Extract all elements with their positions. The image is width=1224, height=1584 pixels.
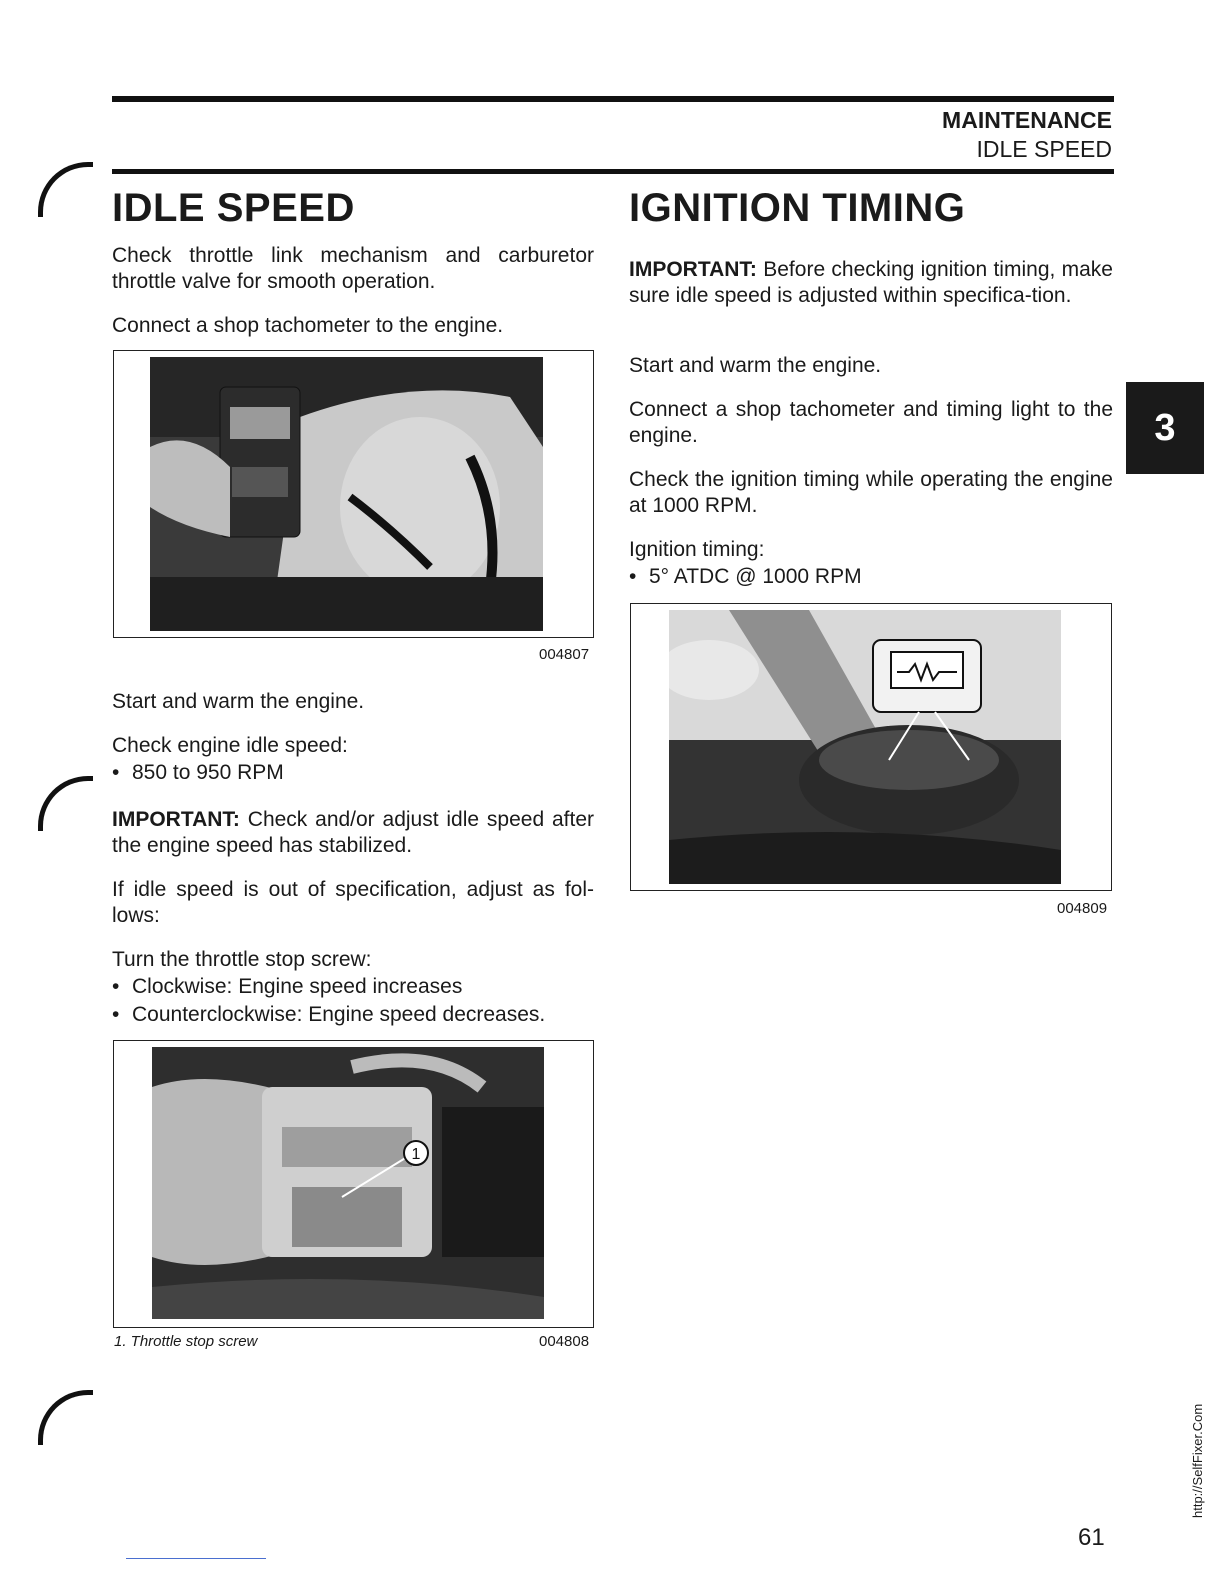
carburetor-photo [152,1047,544,1319]
binder-hole-mark [38,776,93,831]
tachometer-photo-illustration [150,357,543,631]
idle-speed-list [112,759,594,787]
header-subsection: IDLE SPEED [976,136,1112,162]
important-label: IMPORTANT: [112,808,240,831]
fig2-caption: 1. Throttle stop screw [114,1333,258,1350]
idle-p5: If idle speed is out of specification, adjust as fol-lows: [112,878,594,927]
list-item: • Clockwise: Engine speed increases [112,973,594,1001]
idle-p6: Turn the throttle stop screw: [112,948,372,971]
figure-timing-light [630,603,1112,891]
idle-important [112,807,594,859]
list-item: • Counterclockwise: Engine speed decreases. [112,1001,594,1029]
figure-tachometer [113,350,594,638]
callout-1: 1 [411,1146,421,1163]
ignition-p4: Ignition timing: [629,538,765,561]
side-url: http://SelfFixer.Com [1190,1403,1205,1518]
ignition-p3: Check the ignition timing while operating the engine at 1000 RPM. [629,468,1113,517]
ignition-p1: Start and warm the engine. [629,354,882,377]
idle-speed-title: IDLE SPEED [112,186,355,230]
binder-hole-mark [38,162,93,217]
idle-p4: Check engine idle speed: [112,734,348,757]
fig2-code: 004808 [539,1333,590,1350]
header-section: MAINTENANCE [942,107,1112,133]
fig1-code: 004807 [539,646,590,663]
ignition-p2: Connect a shop tachometer and timing light to the engine. [629,398,1113,447]
page-number: 61 [1078,1524,1105,1551]
chapter-tab: 3 [1126,382,1204,474]
idle-p3: Start and warm the engine. [112,690,365,713]
idle-p1: Check throttle link mechanism and carburetor throttle valve for smooth operation. [112,244,594,293]
binder-hole-mark [38,1390,93,1445]
list-item: • 850 to 950 RPM [112,759,594,787]
list-item: • 5° ATDC @ 1000 RPM [629,563,1113,591]
footer-link-underline [126,1558,266,1559]
idle-p2: Connect a shop tachometer to the engine. [112,314,504,337]
screw-list [112,973,594,1029]
important-label: IMPORTANT: [629,258,757,281]
important-text: Before checking ignition timing, make sure idle speed is adjusted within specifica-tion. [629,258,1113,307]
timing-list [629,563,1113,591]
fig3-code: 004809 [1057,900,1108,917]
ignition-important [629,257,1113,309]
timing-light-photo-illustration [669,610,1061,884]
timing-light-photo [669,610,1061,884]
ignition-timing-title: IGNITION TIMING [629,186,966,230]
header-top-rule [112,96,1114,102]
figure-throttle-stop [113,1040,594,1328]
carburetor-photo-illustration [152,1047,544,1319]
header-bottom-rule [112,169,1114,174]
tachometer-photo [150,357,543,631]
important-text: Check and/or adjust idle speed after the engine speed has stabilized. [112,808,594,857]
